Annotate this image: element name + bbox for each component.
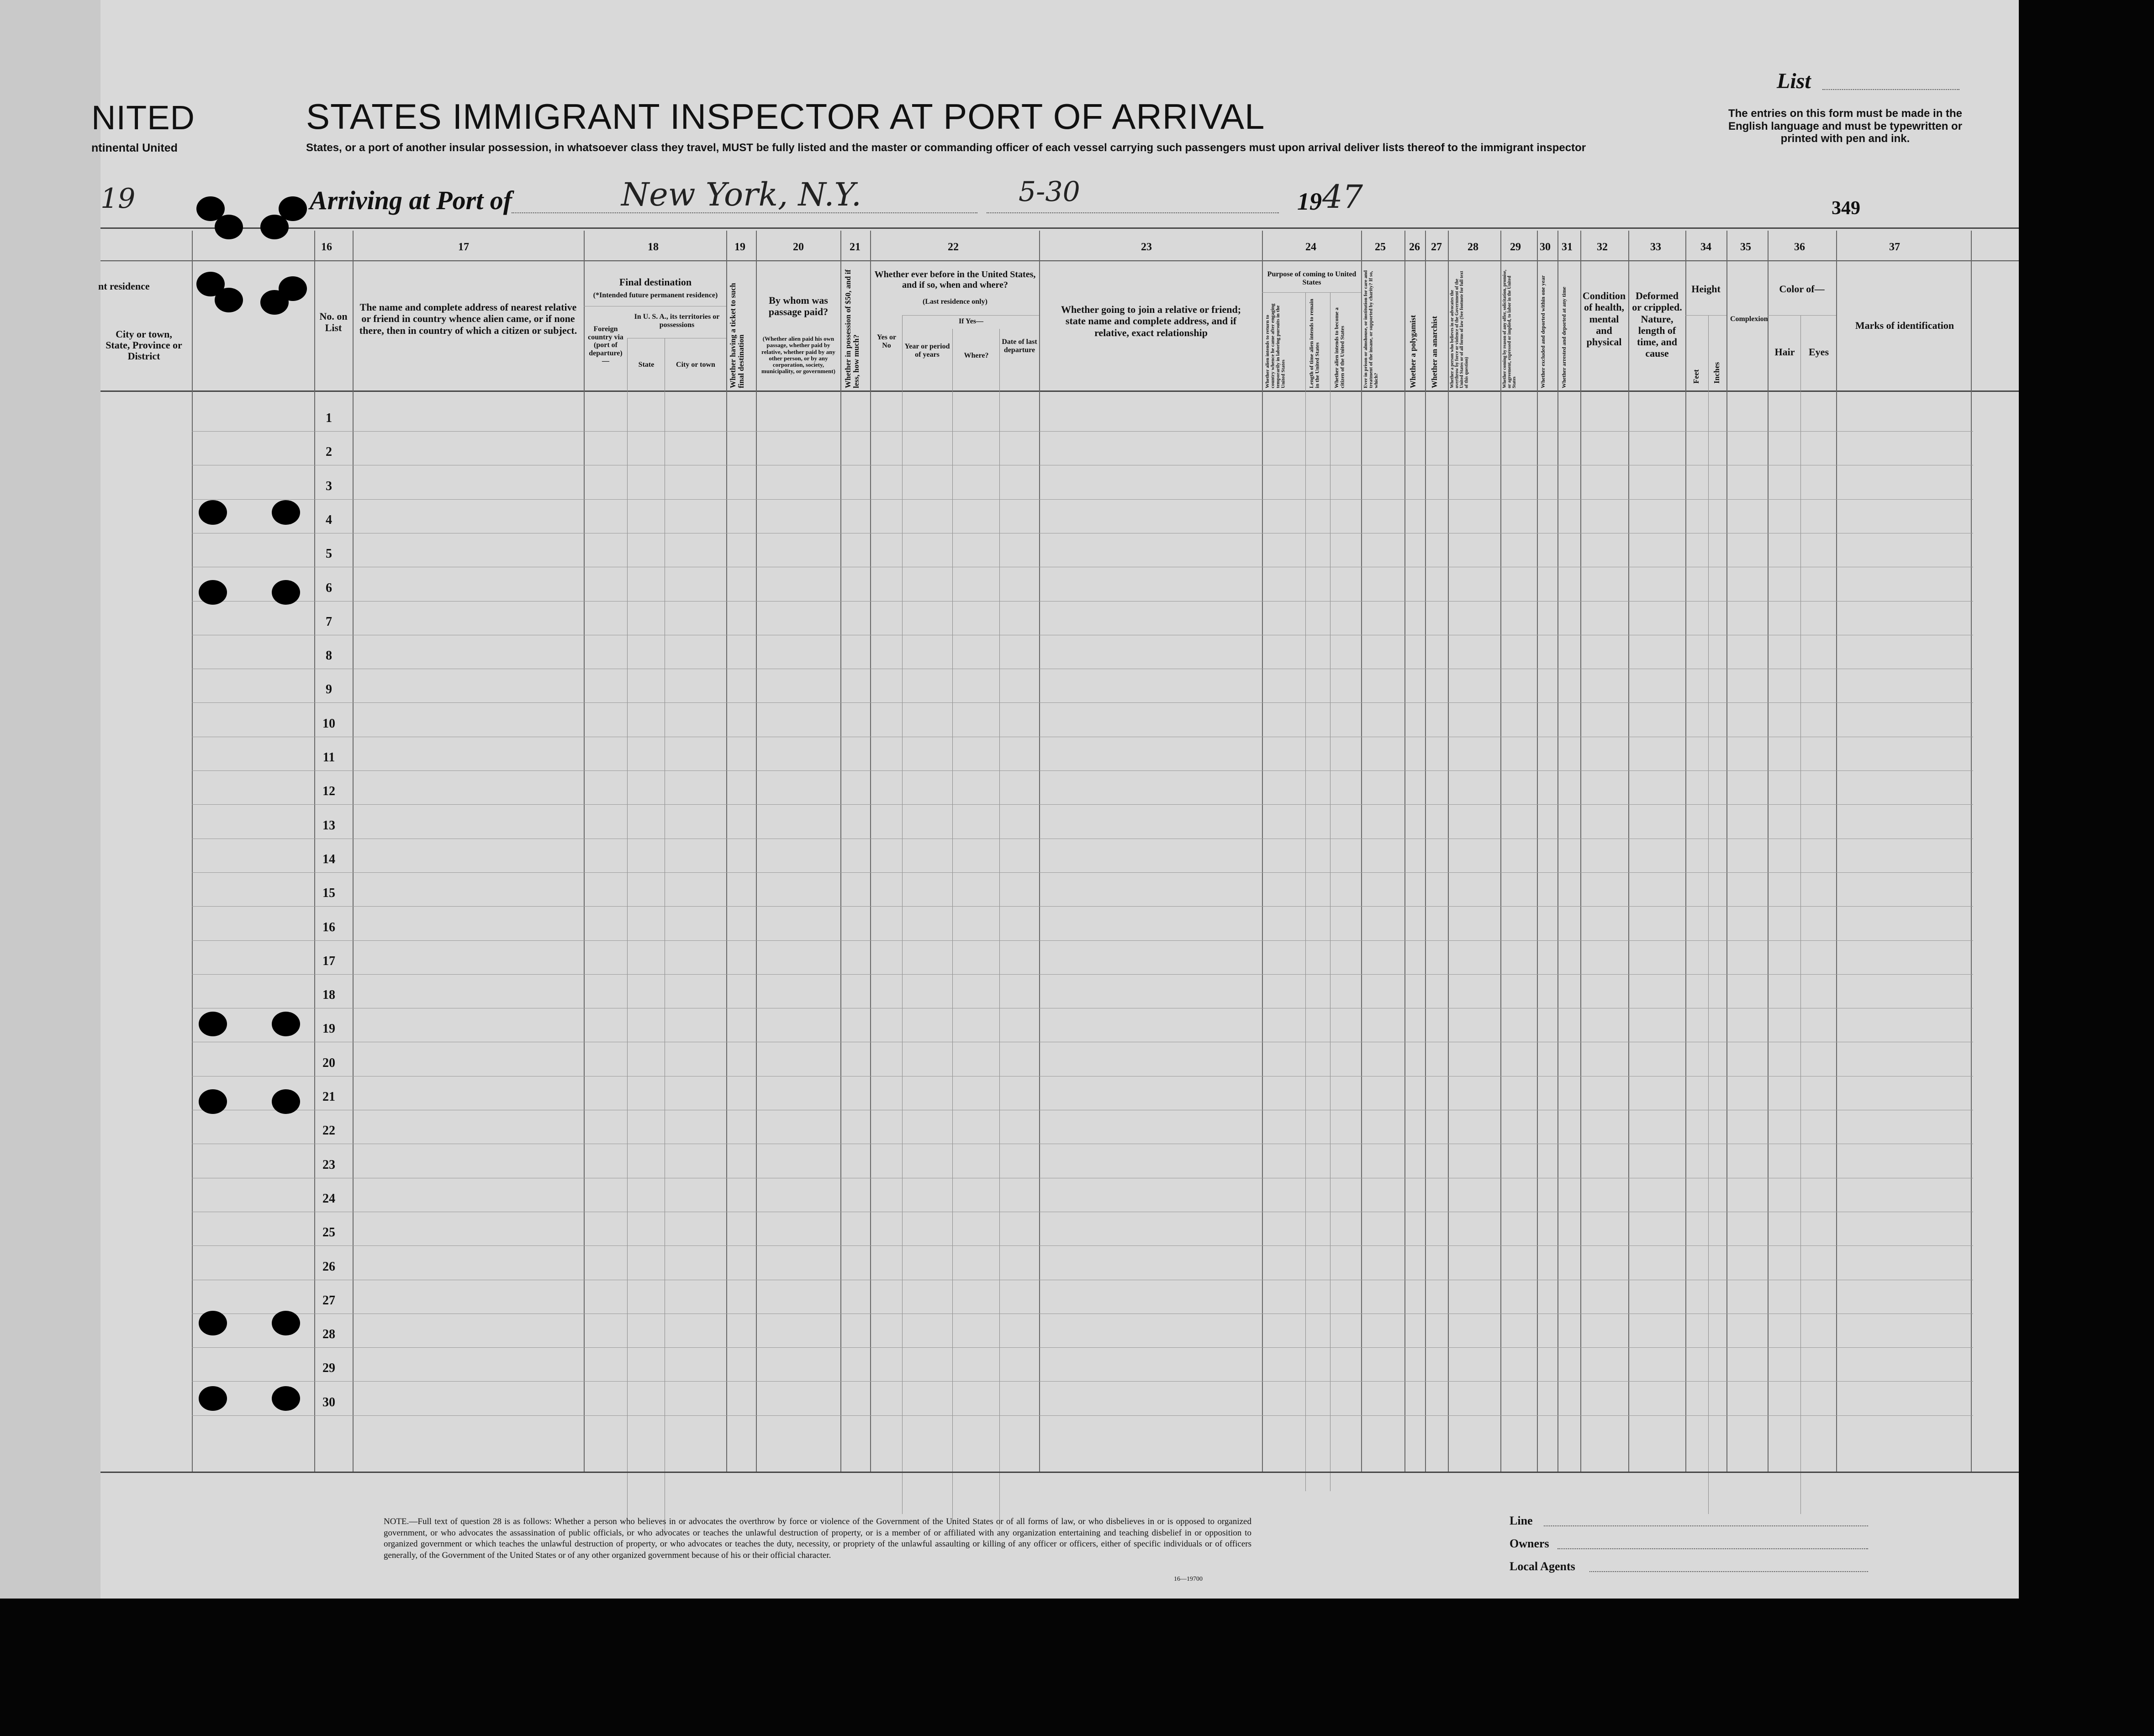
row-line	[192, 906, 1973, 907]
row-number: 14	[322, 852, 335, 866]
row-line	[192, 702, 1973, 703]
heading-36-hair: Hair	[1774, 346, 1795, 358]
heading-22-yesno: Yes or No	[876, 333, 897, 349]
subrule	[627, 338, 628, 1537]
subrule	[1800, 315, 1801, 1514]
heading-24-a: Whether alien intends to return to country whence he came after engaging temporarily in laboring pursuits in the United States	[1265, 303, 1286, 388]
heading-29: Whether coming by reason of any offer, solicitation, promise, or agreement, expressed or implied, to labor in the United States	[1502, 269, 1517, 388]
heading-33: Deformed or crippled. Nature, length of time, and cause	[1632, 290, 1682, 359]
colnum-35: 35	[1740, 241, 1751, 253]
heading-32: Condition of health, mental and physical	[1582, 290, 1626, 348]
subrule	[1708, 315, 1709, 1514]
colnum-25: 25	[1375, 241, 1386, 253]
heading-27: Whether an anarchist	[1430, 316, 1439, 388]
row-line	[192, 601, 1973, 602]
header-top-rule	[100, 227, 2019, 229]
rule	[192, 231, 193, 1473]
colnum-17: 17	[458, 241, 469, 253]
binder-hole	[199, 1311, 227, 1335]
row-line	[192, 770, 1973, 771]
rule	[1039, 231, 1040, 1473]
line-label: Line	[1510, 1514, 1533, 1527]
form-code: 16—19700	[1174, 1576, 1203, 1583]
heading-30: Whether excluded and deported within one year	[1540, 275, 1546, 388]
heading-18-title: Final destination	[619, 276, 692, 288]
form-title: STATES IMMIGRANT INSPECTOR AT PORT OF ARRIVAL	[306, 96, 1265, 137]
form-sheet	[100, 0, 2019, 1599]
row-number: 25	[322, 1225, 335, 1240]
heading-26: Whether a polygamist	[1409, 315, 1417, 388]
colnum-29: 29	[1510, 241, 1521, 253]
list-notice: The entries on this form must be made in the English language and must be typewritten or printed with pen and ink.	[1728, 107, 1963, 145]
colnum-18: 18	[648, 241, 659, 253]
left-fragment-sub: City or town, State, Province or District	[106, 328, 182, 362]
heading-22-note: (Last residence only)	[923, 298, 987, 306]
row-number: 23	[322, 1157, 335, 1172]
row-number: 5	[326, 547, 332, 561]
heading-24-c: Whether alien intends to become a citizen of the United States	[1333, 307, 1346, 388]
subhead-rule	[1768, 315, 1836, 316]
colnum-rule	[100, 260, 2019, 261]
row-number: 28	[322, 1327, 335, 1342]
row-number: 9	[326, 682, 332, 697]
left-fragment-heading: nt residence	[98, 280, 150, 292]
colnum-27: 27	[1431, 241, 1442, 253]
year-handwritten: 47	[1322, 178, 1363, 216]
heading-34-feet: Feet	[1692, 369, 1700, 384]
rule	[1361, 231, 1362, 1473]
heading-35: Complexion	[1730, 315, 1768, 323]
row-number: 6	[326, 580, 332, 595]
heading-22-year: Year or period of years	[904, 343, 950, 359]
heading-18-note: (*Intended future permanent residence)	[593, 291, 718, 299]
colnum-32: 32	[1597, 241, 1608, 253]
subhead-rule	[1262, 292, 1361, 293]
row-number: 24	[322, 1191, 335, 1206]
left-fragment-year: 19	[100, 183, 136, 215]
row-number: 30	[322, 1395, 335, 1409]
row-number: 21	[322, 1090, 335, 1104]
colnum-37: 37	[1889, 241, 1900, 253]
row-number: 8	[326, 649, 332, 663]
heading-18-city: City or town	[676, 361, 715, 369]
colnum-30: 30	[1540, 241, 1551, 253]
row-number: 13	[322, 818, 335, 833]
row-number: 10	[322, 716, 335, 731]
colnum-26: 26	[1409, 241, 1420, 253]
row-number: 22	[322, 1124, 335, 1138]
binder-hole	[260, 290, 289, 315]
row-number: 2	[326, 445, 332, 459]
heading-20-note: (Whether alien paid his own passage, whether paid by relative, whether paid by any other person, or by any corporation, society, municipality, or government)	[761, 335, 835, 375]
row-number: 15	[322, 886, 335, 901]
date-handwritten: 5-30	[1019, 176, 1080, 208]
heading-20-title: By whom was passage paid?	[768, 295, 829, 318]
row-number: 27	[322, 1293, 335, 1308]
colnum-33: 33	[1650, 241, 1661, 253]
row-number: 20	[322, 1055, 335, 1070]
row-number: 29	[322, 1361, 335, 1376]
agents-field	[1589, 1571, 1868, 1572]
form-subtitle: States, or a port of another insular possession, in whatsoever class they travel, MUST be fully listed and the master or commanding officer of each vessel carrying such passengers must upon arrival deliver lists thereof to the immigrant inspector	[306, 142, 1586, 154]
heading-21: Whether in possession of $50, and if less, how much?	[844, 269, 861, 388]
heading-22-ifyes: If Yes—	[958, 317, 984, 325]
heading-17: The name and complete address of nearest relative or friend in country whence alien came, or if none there, then in country of which a citizen or subject.	[359, 301, 577, 336]
binder-hole	[199, 1012, 227, 1036]
binder-hole	[272, 1386, 300, 1411]
row-number: 7	[326, 614, 332, 629]
rule	[314, 231, 315, 1473]
binder-hole	[215, 288, 243, 312]
rule	[870, 231, 871, 1473]
row-line	[192, 974, 1973, 975]
row-number: 4	[326, 512, 332, 527]
binder-hole	[272, 1012, 300, 1036]
colnum-31: 31	[1562, 241, 1573, 253]
row-number: 12	[322, 784, 335, 799]
row-line	[192, 431, 1973, 432]
colnum-34: 34	[1700, 241, 1711, 253]
rule	[584, 231, 585, 1473]
binder-hole	[272, 1311, 300, 1335]
heading-23: Whether going to join a relative or friend; state name and complete address, and if relative, exact relationship	[1061, 304, 1241, 338]
row-number: 11	[322, 750, 335, 765]
rule	[1262, 231, 1263, 1473]
row-number: 19	[322, 1022, 335, 1036]
header-bottom-rule	[100, 390, 2019, 392]
heading-24-title: Purpose of coming to United States	[1267, 270, 1357, 286]
subrule	[1305, 292, 1306, 1491]
rule	[1971, 231, 1972, 1473]
row-number: 17	[322, 954, 335, 968]
binder-hole	[215, 215, 243, 239]
rule	[1836, 231, 1837, 1473]
heading-18-state: State	[638, 361, 655, 369]
row-line	[192, 1381, 1973, 1382]
colnum-21: 21	[850, 241, 861, 253]
heading-31: Whether arrested and deported at any time	[1561, 286, 1567, 388]
binder-hole	[199, 1089, 227, 1114]
heading-22-where: Where?	[964, 352, 989, 359]
subrule	[999, 329, 1000, 1528]
rule	[353, 231, 354, 1473]
binder-hole	[199, 580, 227, 605]
row-number: 1	[326, 411, 332, 425]
binder-hole	[199, 1386, 227, 1411]
port-handwritten: New York, N.Y.	[621, 176, 861, 213]
rule	[1448, 231, 1449, 1473]
binder-hole	[260, 215, 289, 239]
colnum-24: 24	[1305, 241, 1316, 253]
subhead-rule	[1685, 315, 1726, 316]
heading-19: Whether having a ticket to such final destination	[729, 283, 745, 388]
row-line	[192, 1347, 1973, 1348]
rule	[756, 231, 757, 1473]
date-line	[987, 212, 1279, 213]
row-number: 3	[326, 479, 332, 493]
heading-36-title: Color of—	[1779, 283, 1825, 295]
colnum-23: 23	[1141, 241, 1152, 253]
subrule	[952, 329, 953, 1528]
subrule	[902, 315, 903, 1514]
rule	[1580, 231, 1581, 1473]
binder-hole	[272, 500, 300, 525]
row-line	[192, 1415, 1973, 1416]
colnum-28: 28	[1468, 241, 1478, 253]
row-number: 16	[322, 920, 335, 934]
binder-hole	[199, 500, 227, 525]
row-line	[192, 499, 1973, 500]
heading-22-date: Date of last departure	[1002, 338, 1037, 354]
rule	[1425, 231, 1426, 1473]
colnum-19: 19	[734, 241, 745, 253]
owners-label: Owners	[1510, 1537, 1549, 1550]
colnum-36: 36	[1794, 241, 1805, 253]
arriving-label: Arriving at Port of	[310, 185, 512, 215]
rule	[1685, 231, 1686, 1473]
colnum-22: 22	[948, 241, 959, 253]
heading-24-b: Length of time alien intends to remain in the United States	[1308, 299, 1320, 388]
heading-18-foreign: Foreign country via (port of departure)—	[588, 325, 623, 365]
colnum-16: 16	[321, 241, 332, 253]
rule	[1628, 231, 1629, 1473]
left-fragment-title: NITED	[91, 99, 195, 137]
heading-36-eyes: Eyes	[1809, 346, 1829, 358]
subhead-rule	[902, 315, 1039, 316]
heading-34-title: Height	[1691, 283, 1721, 295]
rule	[1500, 231, 1501, 1473]
rule	[1557, 231, 1558, 1473]
rule	[840, 231, 841, 1473]
heading-25: Ever in prison or almshouse, or institution for care and treatment of the insane, or supported by charity? If so, which?	[1363, 270, 1379, 388]
year-printed: 19	[1297, 188, 1322, 215]
heading-34-inches: Inches	[1712, 362, 1721, 384]
heading-28: Whether a person who believes in or advocates the overthrow by force or violence of the Government of the United States or of all forms of law (See footnote for full text of this question)	[1450, 271, 1469, 388]
table-bottom-rule	[100, 1472, 2019, 1473]
heading-37: Marks of identification	[1855, 320, 1954, 331]
heading-no-on-list: No. on List	[319, 311, 348, 334]
binder-hole	[272, 580, 300, 605]
agents-label: Local Agents	[1510, 1560, 1575, 1573]
rule	[1768, 231, 1769, 1473]
line-field	[1544, 1525, 1868, 1526]
row-number: 26	[322, 1259, 335, 1274]
row-line	[192, 804, 1973, 805]
list-label: List	[1777, 69, 1811, 93]
heading-22-title: Whether ever before in the United States, and if so, when and where?	[874, 269, 1036, 290]
rule	[1404, 231, 1405, 1473]
list-line	[1822, 89, 1959, 90]
binder-hole	[272, 1089, 300, 1114]
row-line	[192, 940, 1973, 941]
rule	[1537, 231, 1538, 1473]
rule	[726, 231, 727, 1473]
page-number: 349	[1832, 198, 1860, 219]
footnote: NOTE.—Full text of question 28 is as follows: Whether a person who believes in or advocates the overthrow by force or violence of the Government of the United States or of all forms of law, or who disbelieves in or is opposed to organized government, or who advocates the assassination of public officials, or who advocates or teaches the unlawful destruction of property, or is a member of or affiliated with any organization entertaining and teaching disbelief in or opposition to organized government or which teaches the unlawful destruction of property, or who advocates or teaches the duty, necessity, or propriety of the unlawful assaulting or killing of any officer or officers, either of specific individuals or of officers generally, of the Government of the United States or of any other organized government because of his or their official character.	[384, 1517, 1251, 1561]
row-number: 18	[322, 988, 335, 1003]
heading-18-usa: In U. S. A., its territories or possessions	[634, 313, 720, 329]
colnum-20: 20	[793, 241, 804, 253]
left-fragment-line: ntinental United	[91, 142, 178, 154]
row-line	[192, 1245, 1973, 1246]
owners-field	[1557, 1548, 1868, 1549]
row-line	[192, 872, 1973, 873]
rule	[1726, 231, 1727, 1473]
